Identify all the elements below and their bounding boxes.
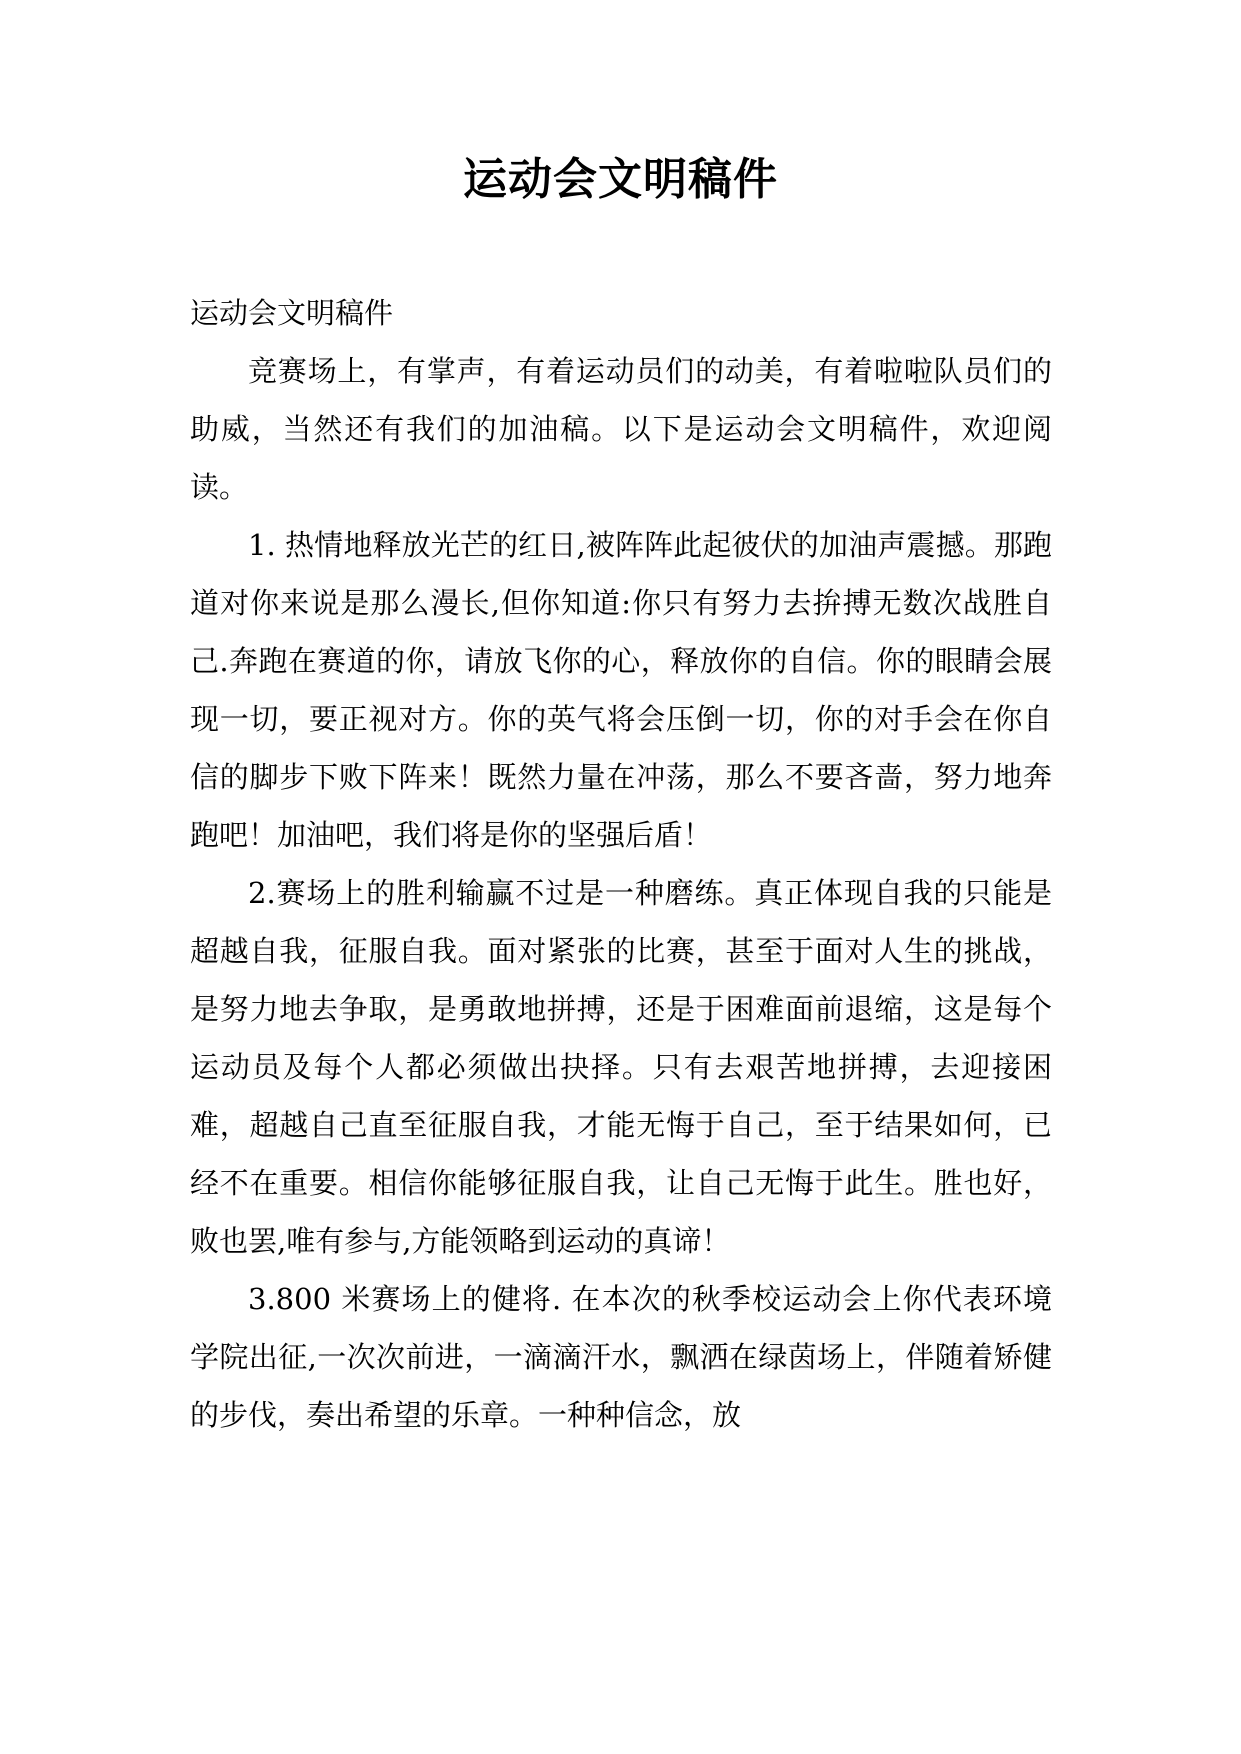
- paragraph-3: 3.800 米赛场上的健将. 在本次的秋季校运动会上你代表环境学院出征,一次次前进，一滴滴汗水，飘洒在绿茵场上，伴随着矫健的步伐，奏出希望的乐章。一种种信念，放: [190, 1282, 1052, 1432]
- document-body: [190, 284, 1052, 1444]
- paragraph-intro: 竞赛场上，有掌声，有着运动员们的动美，有着啦啦队员们的助威，当然还有我们的加油稿。以下是运动会文明稿件，欢迎阅读。: [190, 354, 1052, 504]
- paragraph-2: 2.赛场上的胜利输赢不过是一种磨练。真正体现自我的只能是超越自我，征服自我。面对紧张的比赛，甚至于面对人生的挑战，是努力地去争取，是勇敢地拼搏，还是于困难面前退缩，这是每个运动员及每个人都必须做出抉择。只有去艰苦地拼搏，去迎接困难，超越自己直至征服自我，才能无悔于自己，至于结果如何，已经不在重要。相信你能够征服自我，让自己无悔于此生。胜也好，败也罢,唯有参与,方能领略到运动的真谛！: [190, 876, 1052, 1258]
- paragraph-1: 1. 热情地释放光芒的红日,被阵阵此起彼伏的加油声震撼。那跑道对你来说是那么漫长,但你知道:你只有努力去拚搏无数次战胜自己.奔跑在赛道的你，请放飞你的心，释放你的自信。你的眼睛会展现一切，要正视对方。你的英气将会压倒一切，你的对手会在你自信的脚步下败下阵来！既然力量在冲荡，那么不要吝啬，努力地奔跑吧！加油吧，我们将是你的坚强后盾！: [190, 528, 1052, 852]
- document-subtitle: 运动会文明稿件: [190, 296, 394, 330]
- document-title: 运动会文明稿件: [463, 154, 778, 205]
